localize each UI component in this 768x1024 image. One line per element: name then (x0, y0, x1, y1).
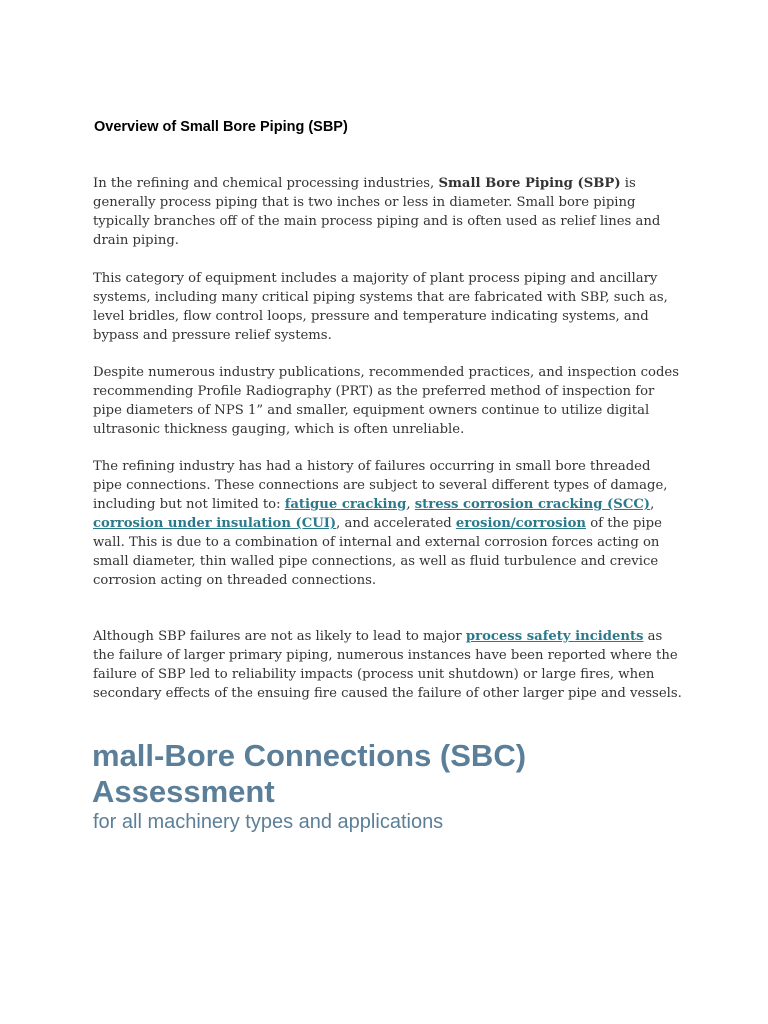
safety-text-1: Although SBP failures are not as likely to lead to major (93, 629, 466, 644)
paragraph-intro (93, 174, 683, 250)
intro-text-1: In the refining and chemical processing industries, (93, 176, 439, 191)
paragraph-inspection: Despite numerous industry publications, recommended practices, and inspection codes recommending Profile Radiography (PRT) as the preferred method of inspection for pipe diameters of NPS 1” and smaller, equipment owners continue to utilize digital ultrasonic thickness gauging, which is often unreliable. (93, 365, 679, 437)
link-erosion-corrosion[interactable]: erosion/corrosion (455, 516, 586, 531)
separator-1: , (406, 497, 415, 512)
sbp-bold-term: Small Bore Piping (SBP) (438, 176, 621, 191)
paragraph-failures (93, 457, 683, 590)
paragraph-equipment: This category of equipment includes a majority of plant process piping and ancillary systems, including many critical piping systems that are fabricated with SBP, such as, level bridles, flow control loops, pressure and temperature indicating systems, and bypass and pressure relief systems. (93, 271, 668, 343)
document-title: Overview of Small Bore Piping (SBP) (94, 119, 348, 135)
failures-text-3: of the pipe wall. This is due to a combination of internal and external corrosion forces acting on small diameter, thin walled pipe connections, as well as fluid turbulence and crevice corrosion acting on threaded connections. (93, 516, 662, 588)
link-process-safety-incidents[interactable]: process safety incidents (465, 629, 644, 644)
separator-2: , (650, 497, 655, 512)
banner-title: mall-Bore Connections (SBC) Assessment (92, 738, 527, 809)
banner-subtitle: for all machinery types and applications (93, 811, 444, 833)
failures-text-1: The refining industry has had a history of failures occurring in small bore threaded pipe connections. These connections are subject to several different types of damage, including but not limited to: (93, 459, 668, 512)
intro-text-2: is generally process piping that is two inches or less in diameter. Small bore piping typically branches off of the main process piping and is often used as relief lines and drain piping. (93, 176, 661, 248)
link-stress-corrosion-cracking[interactable]: stress corrosion cracking (SCC) (414, 497, 651, 512)
link-corrosion-under-insulation[interactable]: corrosion under insulation (CUI) (93, 516, 337, 531)
link-fatigue-cracking[interactable]: fatigue cracking (284, 497, 407, 512)
failures-text-2: , and accelerated (336, 516, 456, 531)
paragraph-safety (93, 627, 683, 703)
safety-text-2: as the failure of larger primary piping, numerous instances have been reported where the failure of SBP led to reliability impacts (process unit shutdown) or large fires, when secondary effects of the ensuing fire caused the failure of other larger pipe and vessels. (93, 629, 682, 701)
